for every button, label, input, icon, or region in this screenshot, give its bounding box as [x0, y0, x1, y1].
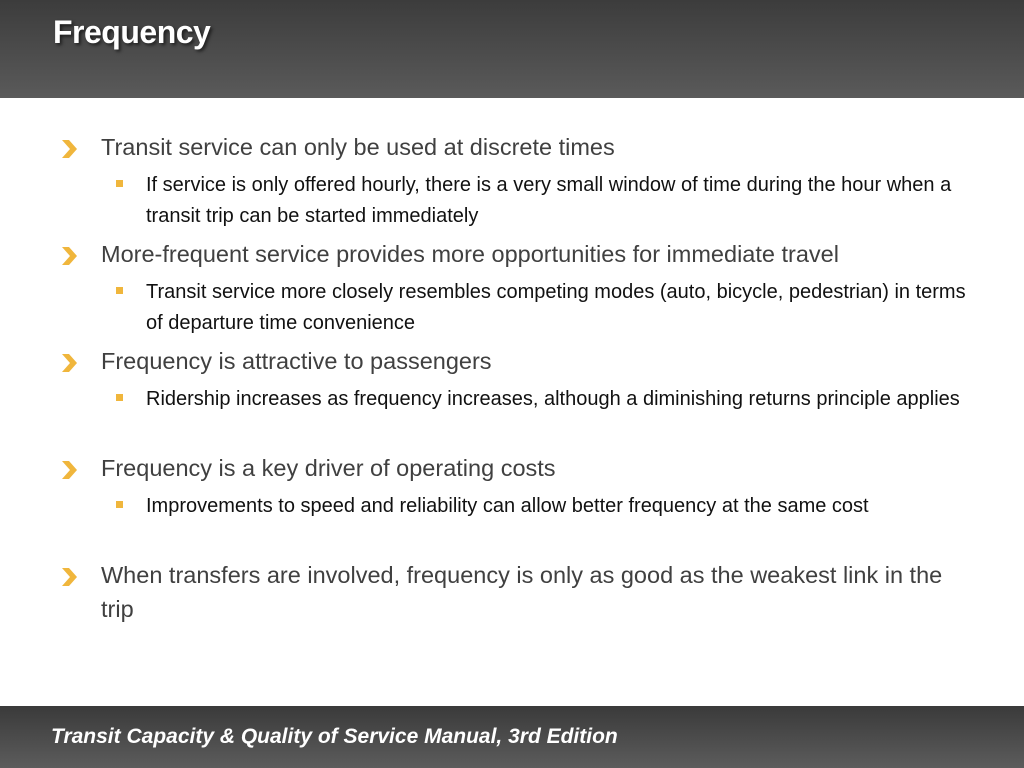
square-bullet-icon — [116, 180, 123, 187]
square-bullet-icon — [116, 287, 123, 294]
bullet-item — [101, 237, 981, 271]
bullet-item — [101, 451, 981, 485]
chevron-right-icon — [59, 139, 79, 159]
sub-bullet-text: Transit service more closely resembles competing modes (auto, bicycle, pedestrian) in terms of departure time convenience — [146, 281, 966, 334]
square-bullet-icon — [116, 501, 123, 508]
bullet-item — [101, 558, 981, 626]
chevron-right-icon — [59, 567, 79, 587]
sub-bullet-item — [146, 384, 976, 415]
bullet-text: More-frequent service provides more opportunities for immediate travel — [101, 241, 839, 267]
footer-bar — [0, 706, 1024, 768]
bullet-text: Frequency is attractive to passengers — [101, 348, 492, 374]
bullet-item — [101, 130, 981, 164]
sub-bullet-text: If service is only offered hourly, there is a very small window of time during the hour when a transit trip can be started immediately — [146, 174, 952, 227]
chevron-right-icon — [59, 353, 79, 373]
sub-bullet-text: Improvements to speed and reliability can allow better frequency at the same cost — [146, 495, 869, 517]
sub-bullet-item — [146, 170, 976, 232]
sub-bullet-item — [146, 491, 976, 522]
slide-title: Frequency — [53, 14, 211, 50]
bullet-text: When transfers are involved, frequency is only as good as the weakest link in the trip — [101, 562, 943, 622]
bullet-text: Transit service can only be used at discrete times — [101, 134, 615, 160]
title-bar — [0, 0, 1024, 98]
chevron-right-icon — [59, 460, 79, 480]
slide-content — [0, 98, 1024, 706]
chevron-right-icon — [59, 246, 79, 266]
sub-bullet-item — [146, 277, 976, 339]
footer-text: Transit Capacity & Quality of Service Manual, 3rd Edition — [51, 725, 618, 748]
square-bullet-icon — [116, 394, 123, 401]
bullet-item — [101, 344, 981, 378]
sub-bullet-text: Ridership increases as frequency increases, although a diminishing returns principle applies — [146, 388, 960, 410]
bullet-text: Frequency is a key driver of operating costs — [101, 455, 556, 481]
